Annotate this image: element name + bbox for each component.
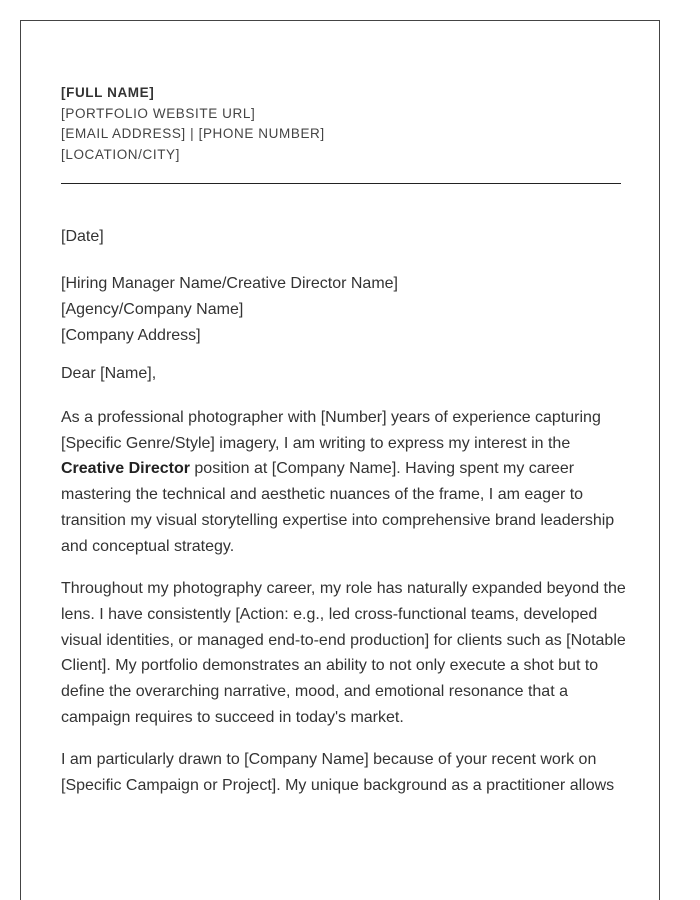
location: [LOCATION/CITY] xyxy=(61,146,181,162)
letter-date: [Date] xyxy=(61,228,104,245)
salutation: Dear [Name], xyxy=(61,365,157,382)
position-title: Creative Director xyxy=(61,460,190,478)
letter-header xyxy=(61,83,325,165)
contact-line: [EMAIL ADDRESS] | [PHONE NUMBER] xyxy=(61,126,325,141)
paragraph-1-intro: As a professional photographer with [Number] years of experience capturing [Specific Genre/Style] imagery, I am writing to express my interest in the xyxy=(61,409,601,452)
letter-page xyxy=(20,20,660,900)
recipient-address: [Company Address] xyxy=(61,327,201,344)
recipient-company: [Agency/Company Name] xyxy=(61,301,244,318)
recipient-name: [Hiring Manager Name/Creative Director Name] xyxy=(61,275,398,292)
paragraph-1 xyxy=(61,405,627,559)
header-divider xyxy=(61,183,621,184)
portfolio-url: [PORTFOLIO WEBSITE URL] xyxy=(61,105,256,121)
letter-body xyxy=(61,227,627,816)
paragraph-3: I am particularly drawn to [Company Name] because of your recent work on [Specific Campaign or Project]. My unique background as a practitioner allows xyxy=(61,751,615,795)
full-name: [FULL NAME] xyxy=(61,85,155,100)
paragraph-1-rest: position at [Company Name]. Having spent my career mastering the technical and aesthetic nuances of the frame, I am eager to transition my visual storytelling expertise into comprehensive brand leadership and conceptual strategy. xyxy=(61,460,615,555)
paragraph-2: Throughout my photography career, my role has naturally expanded beyond the lens. I have consistently [Action: e.g., led cross-functional teams, developed visual identities, or managed end-to-end production] for clients such as [Notable Client]. My portfolio demonstrates an ability to not only execute a shot but to define the overarching narrative, mood, and emotional resonance that a campaign requires to succeed in today's market. xyxy=(61,580,626,726)
recipient-block xyxy=(61,271,627,349)
